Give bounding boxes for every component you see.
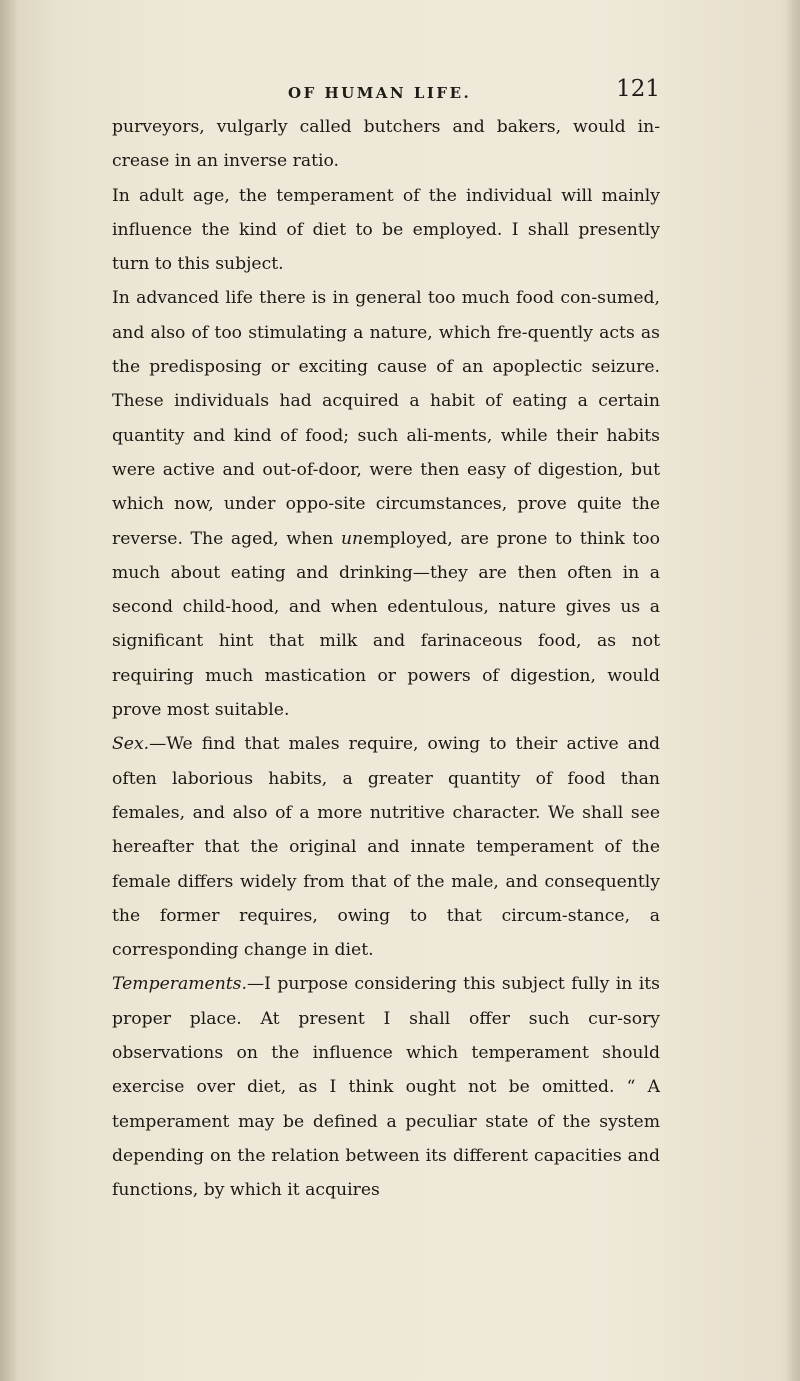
paragraph-sex-text: —We find that males require, owing to their active and often laborious habits, a greater quantity of food than females, and also of a more nutritive character. We shall see hereafter that the original and innate temperament of the female differs widely from that of the male, and consequently the former requires, owing to that circum-stance, a corresponding change in diet. [112, 734, 660, 961]
body-text [112, 110, 660, 1208]
paragraph-3-text-a: In advanced life there is in general too much food con-sumed, and also of too stimulating a nature, which fre-quently acts as the predisposing or exciting cause of an apoplectic seizure. These individuals had acquired a habit of eating a certain quantity and kind of food; such ali-ments, while their habits were active and out-of-door, were then easy of digestion, but which now, under oppo-site circumstances, prove quite the reverse. The aged, when [112, 288, 660, 549]
paragraph-3 [112, 281, 660, 727]
section-heading-sex: Sex. [112, 734, 150, 755]
paragraph-1: purveyors, vulgarly called butchers and bakers, would in-crease in an inverse ratio. [112, 117, 660, 172]
paragraph-temperaments [112, 967, 660, 1207]
paragraph-sex [112, 727, 660, 967]
paragraph-3-text-b: employed, are prone to think too much about eating and drinking—they are then often in a second child-hood, and when edentulous, nature gives us a significant hint that milk and farinaceous food, as not requiring much mastication or powers of digestion, would prove most suitable. [112, 528, 660, 721]
running-head: OF HUMAN LIFE. [288, 84, 472, 102]
page-number: 121 [616, 76, 660, 102]
page-header [112, 76, 660, 108]
page-edge-shadow [786, 0, 800, 1381]
paragraph-temperaments-text: —I purpose considering this subject fully in its proper place. At present I shall offer such cur-sory observations on the influence which temperament should exercise over diet, as I think ought not be omitted. “ A temperament may be defined a peculiar state of the system depending on the relation between its different capacities and functions, by which it acquires [112, 974, 660, 1201]
page-binding-shadow [0, 0, 18, 1381]
paragraph-2: In adult age, the temperament of the individual will mainly influence the kind of diet to be employed. I shall presently turn to this subject. [112, 185, 660, 275]
section-heading-temperaments: Temperaments. [112, 974, 247, 995]
paragraph-3-italic: un [340, 528, 364, 549]
